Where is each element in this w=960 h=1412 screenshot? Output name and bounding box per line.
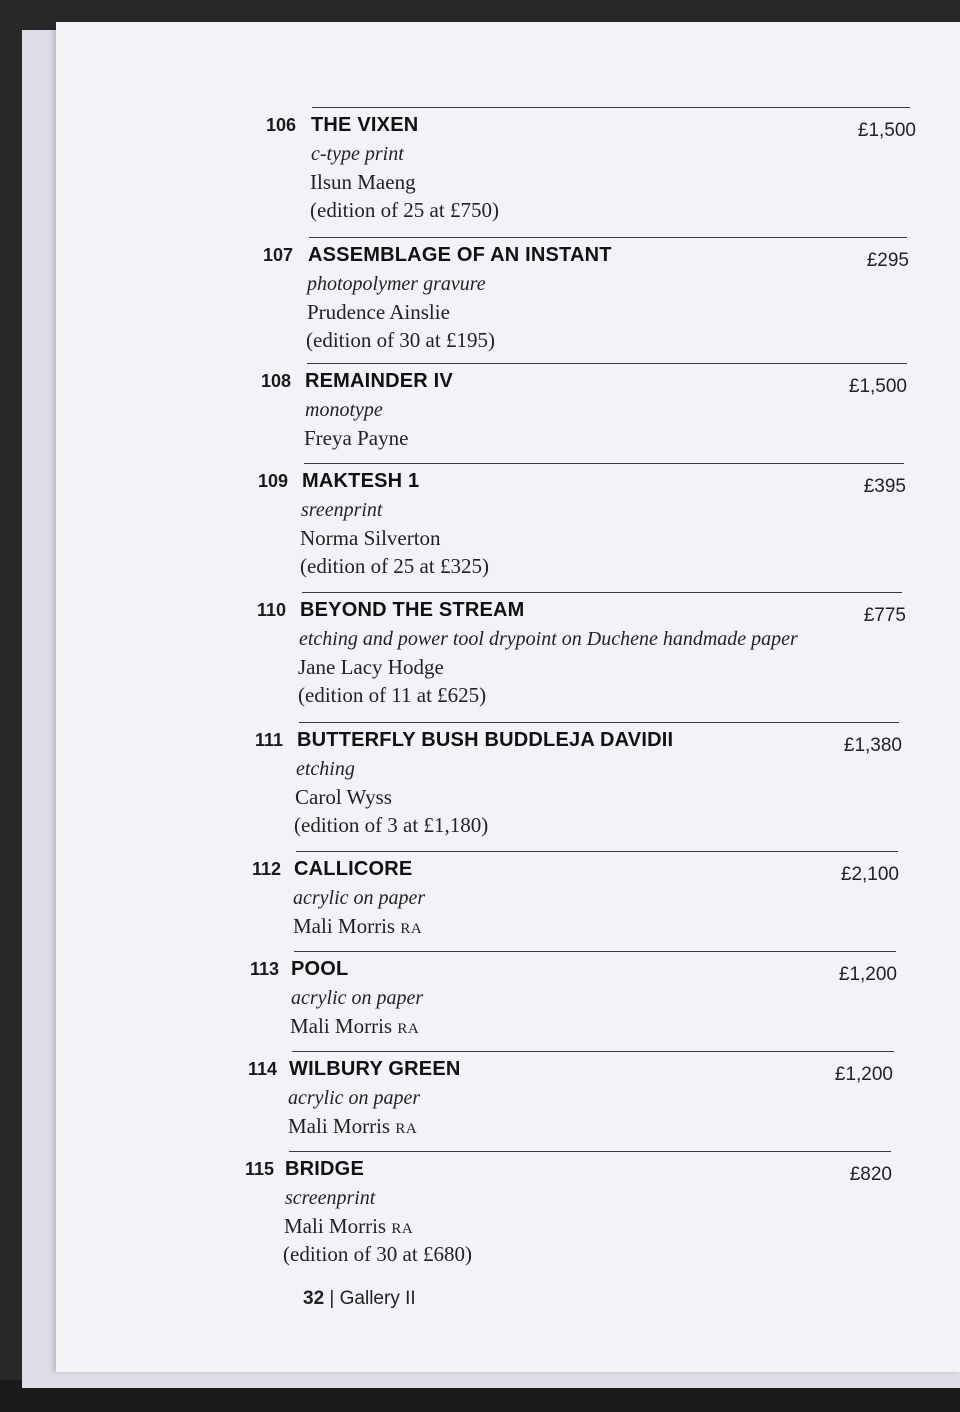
entry-artist: Jane Lacy Hodge [298, 655, 444, 679]
entry-number: 107 [262, 245, 293, 265]
entry-edition: (edition of 30 at £680) [283, 1242, 472, 1266]
entry-number: 108 [260, 371, 291, 391]
entry-price: £1,500 [848, 376, 907, 397]
page-number: 32 [303, 1288, 325, 1309]
entry-price: £1,200 [838, 964, 897, 985]
entry-divider [309, 237, 907, 238]
entry-price: £1,200 [834, 1064, 893, 1085]
catalogue-entry [234, 1151, 894, 1276]
entry-medium: monotype [305, 399, 383, 421]
entry-medium: screenprint [285, 1187, 376, 1209]
entry-price: £2,100 [840, 864, 899, 885]
entry-title: WILBURY GREEN [289, 1058, 461, 1080]
entry-price: £395 [863, 476, 906, 497]
entry-edition: (edition of 25 at £750) [310, 198, 499, 222]
entry-title: ASSEMBLAGE OF AN INSTANT [308, 244, 612, 266]
entry-medium: acrylic on paper [288, 1087, 421, 1109]
catalogue-page [56, 22, 960, 1372]
entry-number: 109 [257, 471, 288, 491]
entry-artist: Freya Payne [304, 426, 409, 450]
entry-edition: (edition of 11 at £625) [298, 683, 487, 707]
catalogue-entry [241, 851, 901, 951]
section-name: Gallery II [339, 1288, 416, 1309]
footer-separator: | [329, 1288, 335, 1309]
entry-title: BUTTERFLY BUSH BUDDLEJA DAVIDII [297, 729, 674, 751]
entry-artist: Carol Wyss [295, 785, 392, 809]
entry-artist: Mali Morris RA [284, 1214, 414, 1238]
entry-artist: Mali Morris RA [290, 1014, 420, 1038]
entry-artist: Ilsun Maeng [310, 170, 416, 194]
entry-artist: Prudence Ainslie [307, 300, 450, 324]
entry-divider [302, 592, 902, 593]
entry-title: REMAINDER IV [305, 370, 453, 392]
entry-medium: c-type print [311, 143, 404, 165]
entry-medium: photopolymer gravure [307, 273, 486, 295]
entry-title: POOL [291, 958, 349, 980]
entry-medium: acrylic on paper [293, 887, 426, 909]
entry-number: 106 [265, 115, 296, 135]
entry-divider [307, 363, 907, 364]
entry-divider [312, 107, 910, 108]
catalogue-entry [256, 107, 916, 232]
entry-medium: etching [296, 758, 355, 780]
entry-number: 115 [244, 1159, 274, 1179]
catalogue-entry [243, 722, 903, 847]
catalogue-entry [248, 463, 908, 588]
entry-number: 112 [251, 859, 281, 879]
entry-number: 110 [256, 600, 286, 620]
catalogue-entry [253, 237, 913, 362]
entry-price: £820 [849, 1164, 892, 1185]
entry-title: THE VIXEN [311, 114, 419, 136]
entry-title: BRIDGE [285, 1158, 364, 1180]
entry-edition: (edition of 30 at £195) [306, 328, 495, 352]
entry-number: 114 [247, 1059, 277, 1079]
entry-price: £295 [866, 250, 909, 271]
catalogue-entry [237, 1051, 897, 1151]
entry-medium: acrylic on paper [291, 987, 424, 1009]
entry-medium: etching and power tool drypoint on Duchene handmade paper [299, 628, 798, 650]
entry-divider [299, 722, 899, 723]
entry-number: 111 [254, 730, 283, 750]
entry-number: 113 [249, 959, 279, 979]
entry-price: £775 [863, 605, 906, 626]
entry-edition: (edition of 3 at £1,180) [294, 813, 489, 837]
entry-divider [289, 1151, 891, 1152]
entry-artist: Norma Silverton [300, 526, 441, 550]
entry-artist: Mali Morris RA [288, 1114, 418, 1138]
catalogue-entry [239, 951, 899, 1051]
entry-title: CALLICORE [294, 858, 413, 880]
entry-divider [304, 463, 904, 464]
entry-divider [294, 951, 896, 952]
entry-divider [292, 1051, 894, 1052]
entry-title: BEYOND THE STREAM [300, 599, 525, 621]
entry-edition: (edition of 25 at £325) [300, 554, 489, 578]
catalogue-entry [251, 363, 911, 463]
entry-divider [296, 851, 898, 852]
entry-title: MAKTESH 1 [302, 470, 420, 492]
catalogue-entry [246, 592, 906, 717]
entry-medium: sreenprint [301, 499, 383, 521]
page-footer [303, 1288, 416, 1310]
entry-artist: Mali Morris RA [293, 914, 423, 938]
entry-price: £1,380 [843, 735, 902, 756]
entry-price: £1,500 [857, 120, 916, 141]
